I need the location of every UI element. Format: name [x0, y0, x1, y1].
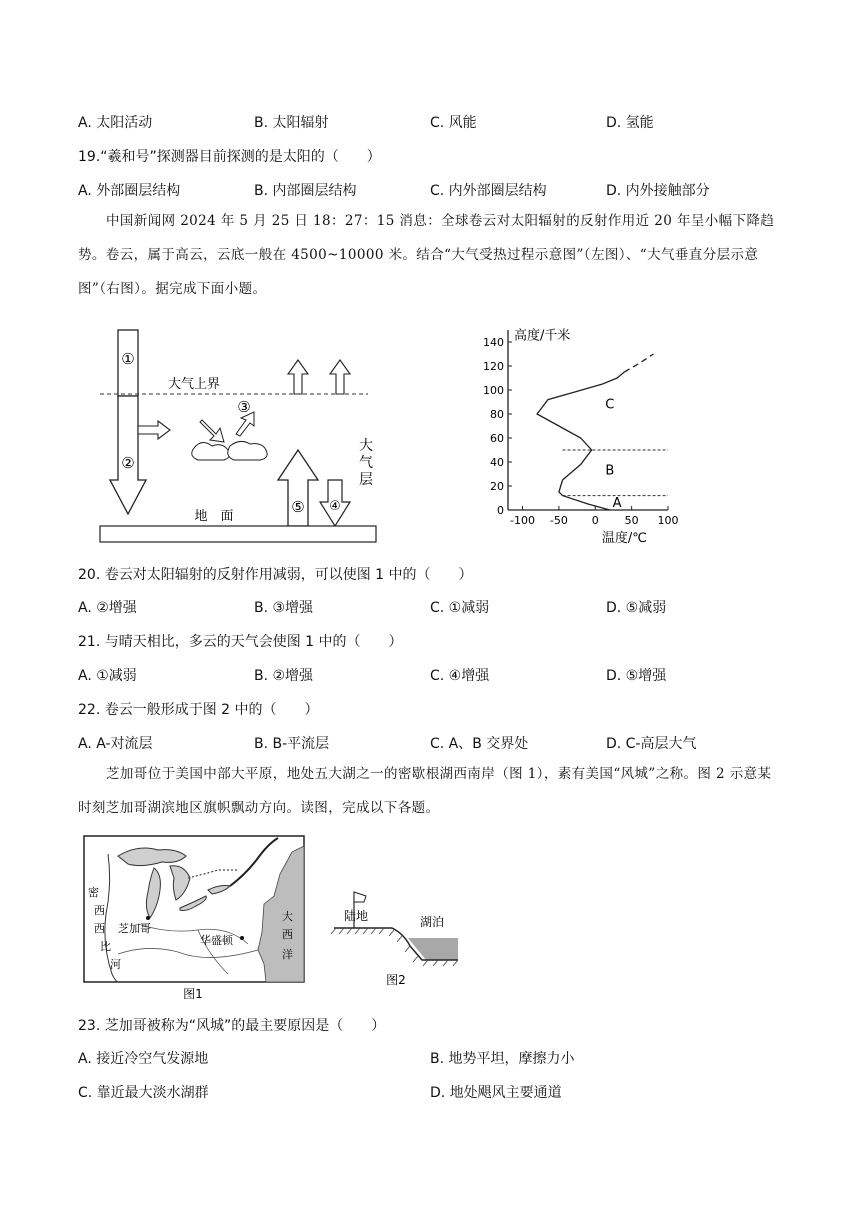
temperature-curve-extension [624, 354, 653, 372]
passage-2: 芝加哥位于美国中部大平原，地处五大湖之一的密歇根湖西南岸（图 1），素有美国“风城”之称。图 2 示意某时刻芝加哥湖滨地区旗帜飘动方向。读图，完成以下各题。 [78, 766, 772, 816]
y-tick-label: 80 [490, 408, 504, 421]
svg-text:洋: 洋 [282, 948, 293, 961]
q23-option-d: D. 地处飓风主要通道 [430, 1085, 562, 1101]
chicago-label: 芝加哥 [118, 922, 151, 935]
q20-option-d: D. ⑤减弱 [606, 600, 667, 616]
q18-option-b: B. 太阳辐射 [254, 115, 329, 131]
y-axis-title: 高度/千米 [514, 328, 571, 344]
q20-stem: 20. 卷云对太阳辐射的反射作用减弱，可以使图 1 中的（ ） [78, 567, 473, 583]
figure-1-caption: 图1 [183, 987, 203, 1001]
q22-option-c: C. A、B 交界处 [430, 736, 529, 752]
q23-stem: 23. 芝加哥被称为“风城”的最主要原因是（ ） [78, 1018, 386, 1034]
q20-option-a: A. ②增强 [78, 600, 137, 616]
figure-flag-direction [330, 886, 470, 990]
q20-option-b: B. ③增强 [254, 600, 314, 616]
arrow-5-label: ⑤ [291, 498, 305, 516]
q23-option-c: C. 靠近最大淡水湖群 [78, 1085, 209, 1101]
q21-option-a: A. ①减弱 [78, 668, 137, 684]
q19-option-d: D. 内外接触部分 [606, 183, 710, 199]
q22-option-b: B. B-平流层 [254, 736, 330, 752]
q20-option-c: C. ①减弱 [430, 600, 490, 616]
q23-option-b: B. 地势平坦，摩擦力小 [430, 1051, 575, 1067]
svg-text:西: 西 [282, 928, 293, 941]
y-tick-label: 20 [490, 480, 504, 493]
x-tick-label: 0 [591, 514, 599, 527]
y-tick-label: 140 [483, 336, 504, 349]
layer-label-a: A [612, 495, 622, 511]
arrow-3-label: ③ [237, 398, 251, 416]
svg-text:密: 密 [88, 886, 99, 899]
y-tick-label: 100 [483, 384, 504, 397]
q19-option-c: C. 内外部圈层结构 [430, 183, 547, 199]
q23-option-a: A. 接近冷空气发源地 [78, 1051, 209, 1067]
x-tick-label: -50 [549, 514, 568, 527]
q18-option-c: C. 风能 [430, 115, 477, 131]
figure-2-caption: 图2 [386, 973, 406, 987]
q22-option-d: D. C-高层大气 [606, 736, 697, 752]
q22-option-a: A. A-对流层 [78, 736, 153, 752]
land-label: 陆地 [343, 909, 369, 923]
figure-chicago-map [78, 834, 308, 1002]
q21-stem: 21. 与晴天相比，多云的天气会使图 1 中的（ ） [78, 634, 403, 650]
x-tick-label: -100 [510, 514, 536, 527]
layer-label-c: C [605, 397, 615, 413]
svg-text:河: 河 [110, 958, 121, 971]
q19-option-a: A. 外部圈层结构 [78, 183, 181, 199]
layer-label-b: B [605, 463, 615, 479]
temperature-curve [537, 372, 624, 510]
q21-option-d: D. ⑤增强 [606, 668, 667, 684]
svg-text:气: 气 [359, 455, 373, 471]
svg-text:西: 西 [94, 904, 105, 917]
q22-stem: 22. 卷云一般形成于图 2 中的（ ） [78, 702, 319, 718]
y-tick-label: 60 [490, 432, 504, 445]
y-tick-label: 40 [490, 456, 504, 469]
svg-text:大: 大 [282, 910, 293, 923]
top-boundary-label: 大气上界 [168, 377, 221, 392]
q21-option-c: C. ④增强 [430, 668, 490, 684]
q19-stem: 19.“羲和号”探测器目前探测的是太阳的（ ） [78, 149, 381, 165]
ground-label: 地 面 [194, 509, 234, 524]
y-tick-label: 0 [497, 504, 504, 517]
x-tick-label: 100 [657, 514, 679, 527]
lake-label: 湖泊 [419, 915, 445, 929]
svg-text:西: 西 [94, 922, 105, 935]
svg-text:比: 比 [100, 940, 111, 953]
q21-option-b: B. ②增强 [254, 668, 314, 684]
washington-label: 华盛顿 [200, 934, 233, 947]
q18-option-a: A. 太阳活动 [78, 115, 153, 131]
arrow-1-label: ① [121, 350, 135, 368]
arrow-4-label: ④ [329, 499, 341, 514]
x-axis-title: 温度/℃ [601, 531, 647, 546]
q18-option-d: D. 氢能 [606, 115, 654, 131]
q19-option-b: B. 内部圈层结构 [254, 183, 357, 199]
svg-text:层: 层 [359, 472, 373, 488]
passage-1: 中国新闻网 2024 年 5 月 25 日 18：27：15 消息：全球卷云对太阳辐射的反射作用近 20 年呈小幅下降趋势。卷云，属于高云，云底一般在 4500~10000 米。结合“大气受热过程示意图”（左图）、“大气垂直分层示意图”（右图）。据完成下面小题。 [78, 213, 775, 297]
arrow-2-label: ② [121, 454, 135, 472]
svg-text:大: 大 [359, 438, 373, 454]
x-tick-label: 50 [624, 514, 639, 527]
figure-heating-process [96, 330, 386, 545]
figure-atmosphere-layers-chart [456, 320, 679, 550]
y-tick-label: 120 [483, 360, 504, 373]
